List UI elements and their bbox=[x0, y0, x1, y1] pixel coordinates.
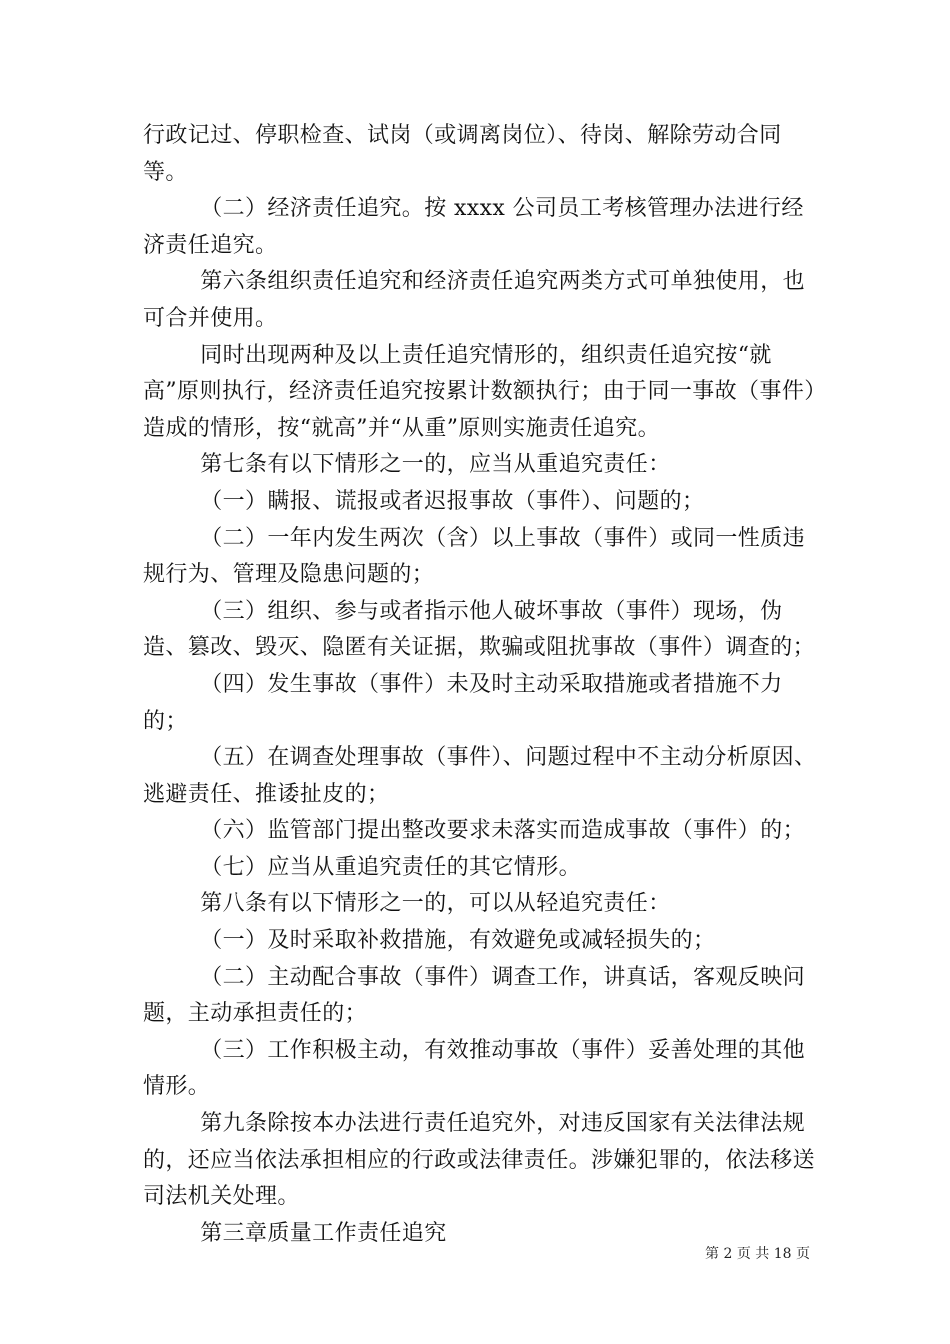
paragraph-9: （四）发生事故（事件）未及时主动采取措施或者措施不力的； bbox=[143, 671, 783, 734]
paragraph-17: 第九条除按本办法进行责任追究外，对违反国家有关法律法规的，还应当依法承担相应的行政或法律责任。涉嫌犯罪的，依法移送司法机关处理。 bbox=[143, 1111, 816, 1210]
paragraph-7: （二）一年内发生两次（含）以上事故（事件）或同一性质违规行为、管理及隐患问题的； bbox=[143, 525, 805, 588]
paragraph-16: （三）工作积极主动，有效推动事故（事件）妥善处理的其他情形。 bbox=[143, 1037, 805, 1100]
paragraph-11: （六）监管部门提出整改要求未落实而造成事故（事件）的； bbox=[200, 818, 805, 844]
paragraph-5: 第七条有以下情形之一的，应当从重追究责任： bbox=[200, 452, 671, 478]
paragraph-6: （一）瞒报、谎报或者迟报事故（事件）、问题的； bbox=[200, 488, 705, 514]
paragraph-4: 同时出现两种及以上责任追究情形的，组织责任追究按“就高”原则执行，经济责任追究按累计数额执行；由于同一事故（事件）造成的情形，按“就高”并“从重”原则实施责任追究。 bbox=[143, 342, 816, 441]
paragraph-8: （三）组织、参与或者指示他人破坏事故（事件）现场，伪造、篡改、毁灭、隐匿有关证据，欺骗或阻扰事故（事件）调查的； bbox=[143, 598, 816, 661]
paragraph-13: 第八条有以下情形之一的，可以从轻追究责任： bbox=[200, 891, 671, 917]
paragraph-10: （五）在调查处理事故（事件）、问题过程中不主动分析原因、逃避责任、推诿扯皮的； bbox=[143, 745, 817, 807]
paragraph-3: 第六条组织责任追究和经济责任追究两类方式可单独使用，也可合并使用。 bbox=[143, 269, 805, 331]
chapter-heading: 第三章质量工作责任追究 bbox=[200, 1220, 447, 1246]
paragraph-12: （七）应当从重追究责任的其它情形。 bbox=[200, 854, 581, 880]
page-number: 第 2 页 共 18 页 bbox=[705, 1246, 810, 1262]
paragraph-14: （一）及时采取补救措施，有效避免或减轻损失的； bbox=[200, 928, 716, 954]
document-body bbox=[143, 118, 823, 1252]
paragraph-2: （二）经济责任追究。按 xxxx 公司员工考核管理办法进行经济责任追究。 bbox=[143, 196, 804, 258]
paragraph-15: （二）主动配合事故（事件）调查工作，讲真话，客观反映问题，主动承担责任的； bbox=[143, 964, 805, 1027]
paragraph-1: 行政记过、停职检查、试岗（或调离岗位）、待岗、解除劳动合同等。 bbox=[143, 123, 782, 185]
